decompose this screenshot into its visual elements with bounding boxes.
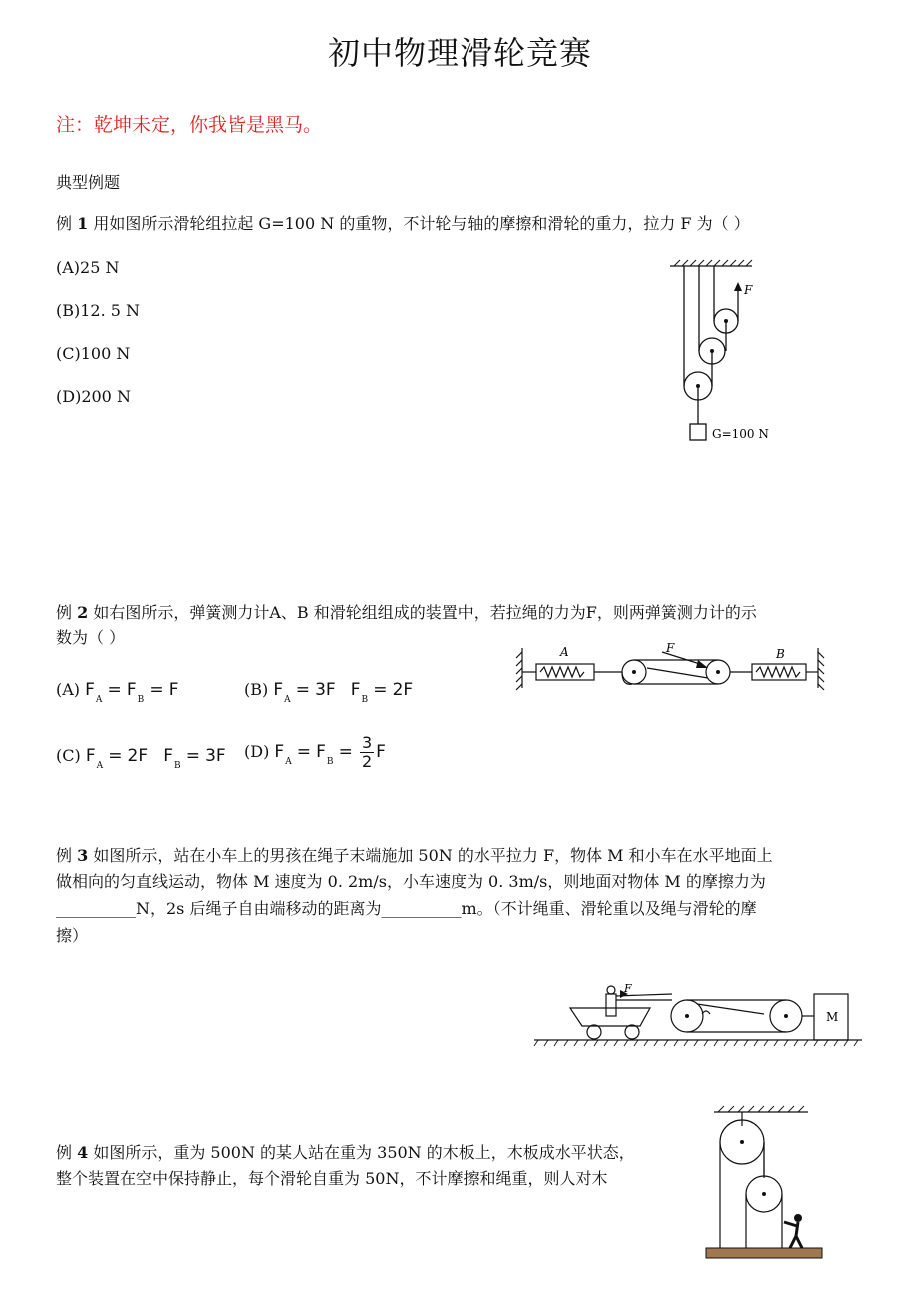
- option-a: (A)25 N: [56, 258, 120, 277]
- question-text: 如图所示，站在小车上的男孩在绳子末端施加 50N 的水平拉力 F，物体 M 和小车在水平地面上: [93, 846, 773, 865]
- example-label: 例: [56, 603, 73, 622]
- person-board-pulley-figure: [704, 1098, 826, 1266]
- arrow-up-icon: [734, 282, 742, 291]
- symbol: F: [85, 680, 95, 700]
- option-label: (A): [56, 680, 81, 699]
- example-3-question: [56, 845, 886, 867]
- option-label: (B): [244, 680, 269, 699]
- example-label: 例: [56, 846, 73, 865]
- figure-label-m: M: [826, 1010, 839, 1024]
- denominator: 2: [361, 752, 373, 771]
- subscript: B: [326, 757, 334, 767]
- cart-pulley-figure: [532, 980, 866, 1052]
- option-b: [244, 680, 414, 705]
- fraction: [360, 734, 374, 771]
- example-4-question: [56, 1142, 696, 1164]
- option-a: [56, 680, 179, 705]
- pulley-system-figure-1: [662, 258, 792, 448]
- example-1-question: [56, 213, 866, 235]
- subscript: B: [361, 695, 369, 705]
- value: 2F: [392, 680, 414, 700]
- equals: =: [185, 746, 200, 766]
- symbol: F: [163, 746, 174, 766]
- option-b: (B)12. 5 N: [56, 301, 141, 320]
- subscript: A: [95, 695, 103, 705]
- figure-label-g: G=100 N: [712, 427, 769, 441]
- example-number: 4: [77, 1143, 89, 1162]
- spring-scale-figure: [512, 638, 830, 696]
- question-text-line2: 做相向的匀直线运动，物体 M 速度为 0. 2m/s，小车速度为 0. 3m/s，则地面对物体 M 的摩擦力为: [56, 872, 766, 891]
- symbol: F: [350, 680, 361, 700]
- equals: =: [373, 680, 388, 700]
- example-number: 3: [77, 846, 89, 865]
- figure-label-a: A: [560, 645, 569, 659]
- page-title: 初中物理滑轮竞赛: [327, 34, 592, 72]
- example-label: 例: [56, 214, 73, 233]
- example-label: 例: [56, 1143, 73, 1162]
- option-d: (D)200 N: [56, 387, 131, 406]
- arrow-icon: [696, 660, 708, 668]
- figure-label-f: F: [666, 641, 675, 655]
- value: 3F: [315, 680, 336, 700]
- option-c: [56, 746, 226, 771]
- equals: =: [149, 680, 164, 700]
- example-number: 1: [77, 214, 89, 233]
- symbol: F: [126, 680, 137, 700]
- equals: =: [108, 746, 123, 766]
- figure-label-f: F: [744, 283, 753, 297]
- question-text-line3: __________N，2s 后绳子自由端移动的距离为__________m。（不计绳重、滑轮重以及绳与滑轮的摩: [56, 899, 757, 918]
- person-icon: [784, 1222, 802, 1248]
- numerator: 3: [361, 733, 373, 752]
- example-number: 2: [77, 603, 89, 622]
- figure-label-b: B: [776, 647, 785, 661]
- equals: =: [107, 680, 122, 700]
- equals: =: [296, 742, 312, 762]
- value: 2F: [127, 746, 149, 766]
- example-2-question: [56, 602, 876, 624]
- question-text: 用如图所示滑轮组拉起 G=100 N 的重物，不计轮与轴的摩擦和滑轮的重力，拉力 F 为（ ）: [93, 214, 750, 233]
- equals: =: [295, 680, 310, 700]
- option-label: (D): [244, 742, 270, 761]
- subscript: A: [285, 757, 292, 767]
- figure-label-f: F: [624, 982, 632, 995]
- question-text-line4: 擦）: [56, 926, 89, 945]
- symbol: F: [273, 680, 284, 700]
- subscript: B: [174, 761, 181, 771]
- question-text-line2: 整个装置在空中保持静止，每个滑轮自重为 50N，不计摩擦和绳重，则人对木: [56, 1169, 608, 1188]
- symbol: F: [316, 742, 326, 762]
- symbol: F: [274, 742, 285, 762]
- option-d: [244, 734, 386, 771]
- symbol: F: [85, 746, 96, 766]
- equals: =: [338, 742, 353, 762]
- symbol: F: [376, 742, 386, 762]
- subscript: A: [96, 761, 104, 771]
- wooden-board: [706, 1248, 822, 1258]
- subscript: B: [137, 695, 145, 705]
- symbol: F: [168, 680, 179, 700]
- option-label: (C): [56, 746, 81, 765]
- section-heading: 典型例题: [56, 173, 121, 192]
- question-text-line2: 数为（ ）: [56, 628, 126, 647]
- person-head-icon: [794, 1214, 802, 1222]
- note: 注：乾坤未定，你我皆是黑马。: [56, 114, 323, 136]
- value: 3F: [205, 746, 226, 766]
- question-text: 如右图所示，弹簧测力计A、B 和滑轮组组成的装置中，若拉绳的力为F，则两弹簧测力计的示: [93, 603, 757, 622]
- question-text: 如图所示，重为 500N 的某人站在重为 350N 的木板上，木板成水平状态，: [93, 1143, 635, 1162]
- subscript: A: [284, 695, 291, 705]
- option-c: (C)100 N: [56, 344, 131, 363]
